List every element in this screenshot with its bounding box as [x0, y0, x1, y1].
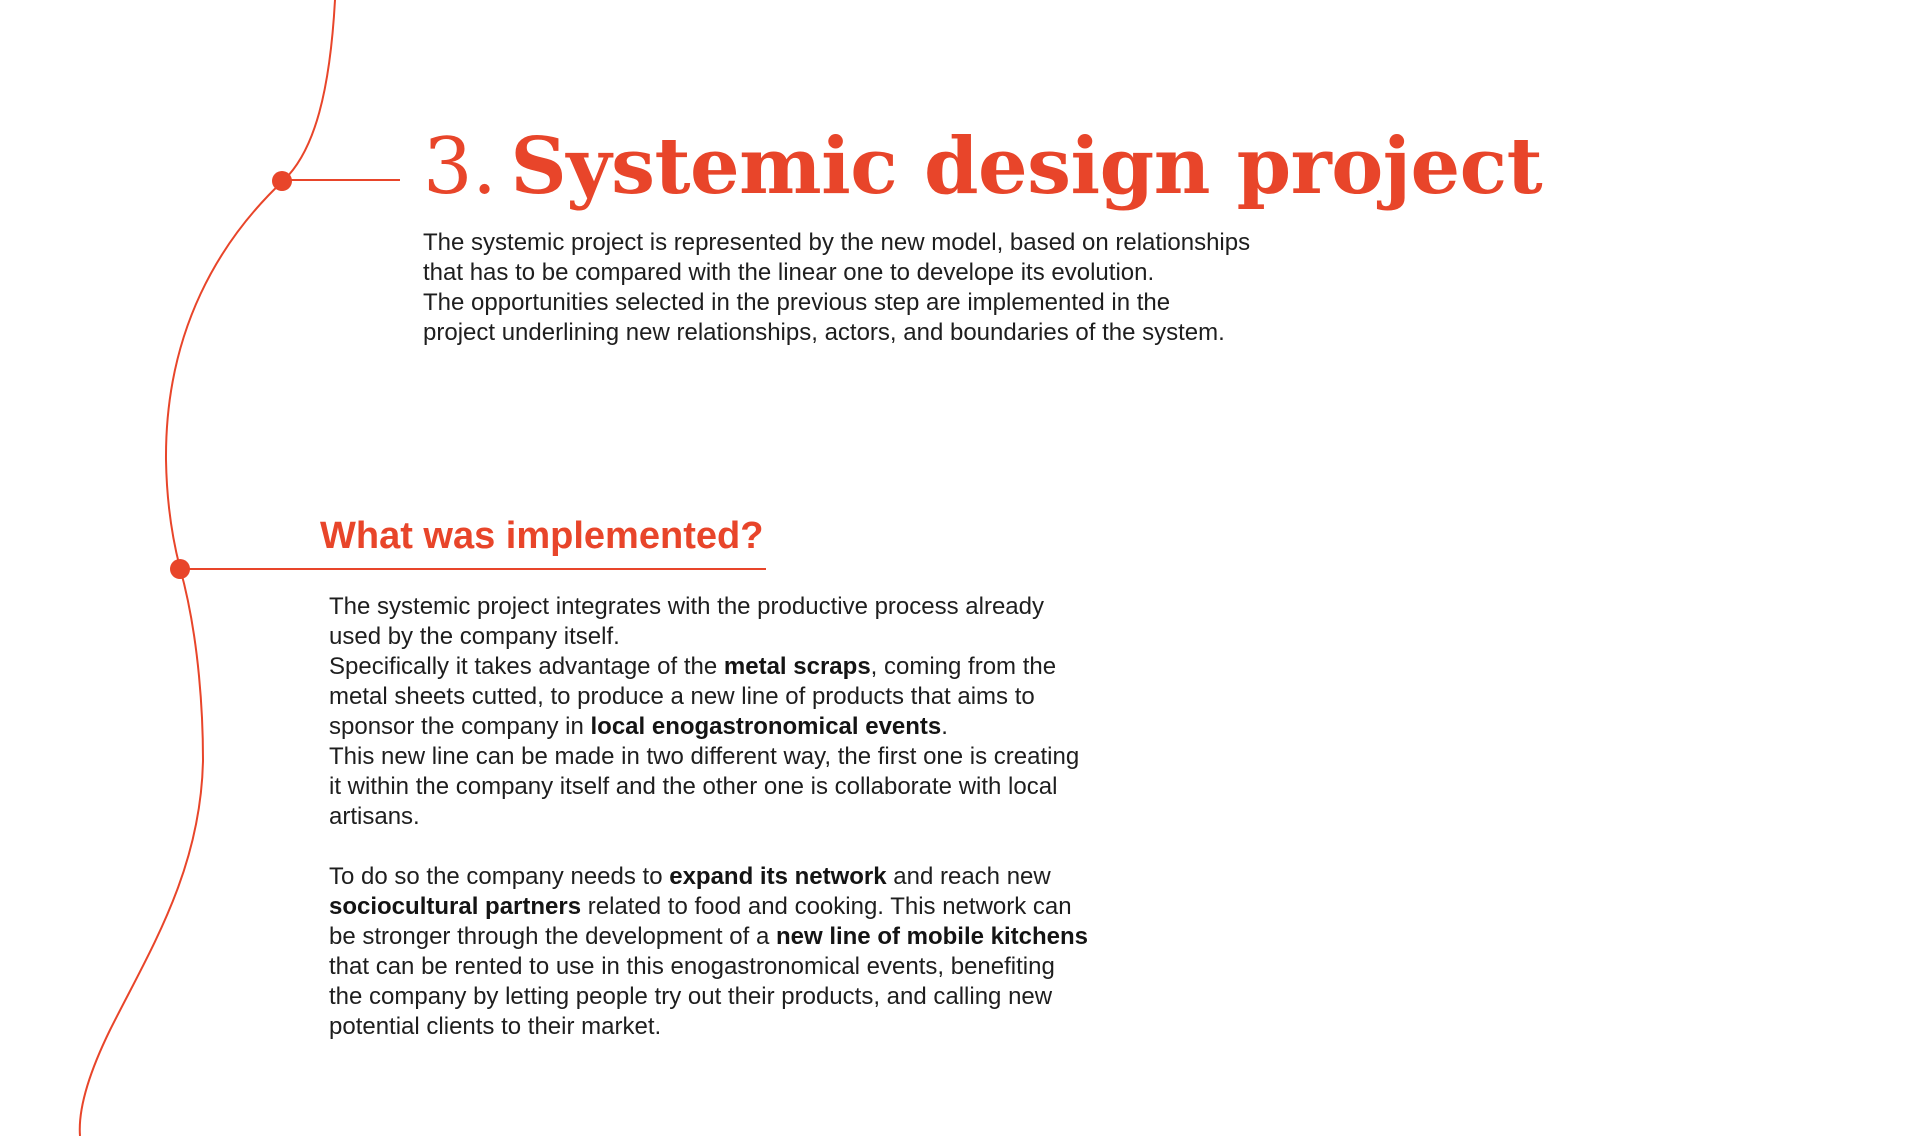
highlight-metal-scraps: metal scraps	[723, 653, 871, 680]
highlight-sociocultural-partners: sociocultural partners	[329, 893, 582, 920]
body-text: .	[941, 713, 948, 740]
body-text: To do so the company needs to	[329, 863, 670, 890]
highlight-local-events: local enogastronomical events	[590, 713, 942, 740]
intro-line: that has to be compared with the linear one to develope its evolution.	[423, 259, 1155, 286]
implemented-heading: What was implemented?	[320, 515, 764, 557]
section-number: 3.	[423, 122, 497, 212]
body-paragraph: The systemic project integrates with the productive process already used by the company itself.	[329, 593, 1044, 650]
body-paragraph: This new line can be made in two different way, the first one is creating it within the company itself and the other one is collaborate with local artisans.	[329, 743, 1080, 830]
body-text: , coming from the metal sheets cutted, to produce a new line of products that aims to sponsor the company in	[329, 653, 1057, 740]
intro-line: The systemic project is represented by the new model, based on relationships	[423, 229, 1251, 256]
body-text: related to food and cooking. This network can be stronger through the development of a	[329, 893, 1072, 950]
body-text: Specifically it takes advantage of the	[329, 653, 724, 680]
section-title	[423, 121, 1543, 212]
body-text: that can be rented to use in this enogastronomical events, benefiting the company by letting people try out their products, and calling new potential clients to their market.	[329, 953, 1055, 1040]
title-node-dot	[272, 171, 292, 191]
implemented-body	[329, 592, 1089, 832]
intro-paragraph	[423, 228, 1323, 348]
highlight-mobile-kitchens: new line of mobile kitchens	[775, 923, 1089, 950]
subheading-node-dot	[170, 559, 190, 579]
intro-line: The opportunities selected in the previous step are implemented in the	[423, 289, 1171, 316]
section-title-text: Systemic design project	[510, 121, 1543, 212]
network-body	[329, 862, 1089, 1042]
body-text: and reach new	[886, 863, 1051, 890]
highlight-expand-network: expand its network	[669, 863, 887, 890]
intro-line: project underlining new relationships, actors, and boundaries of the system.	[423, 319, 1225, 346]
